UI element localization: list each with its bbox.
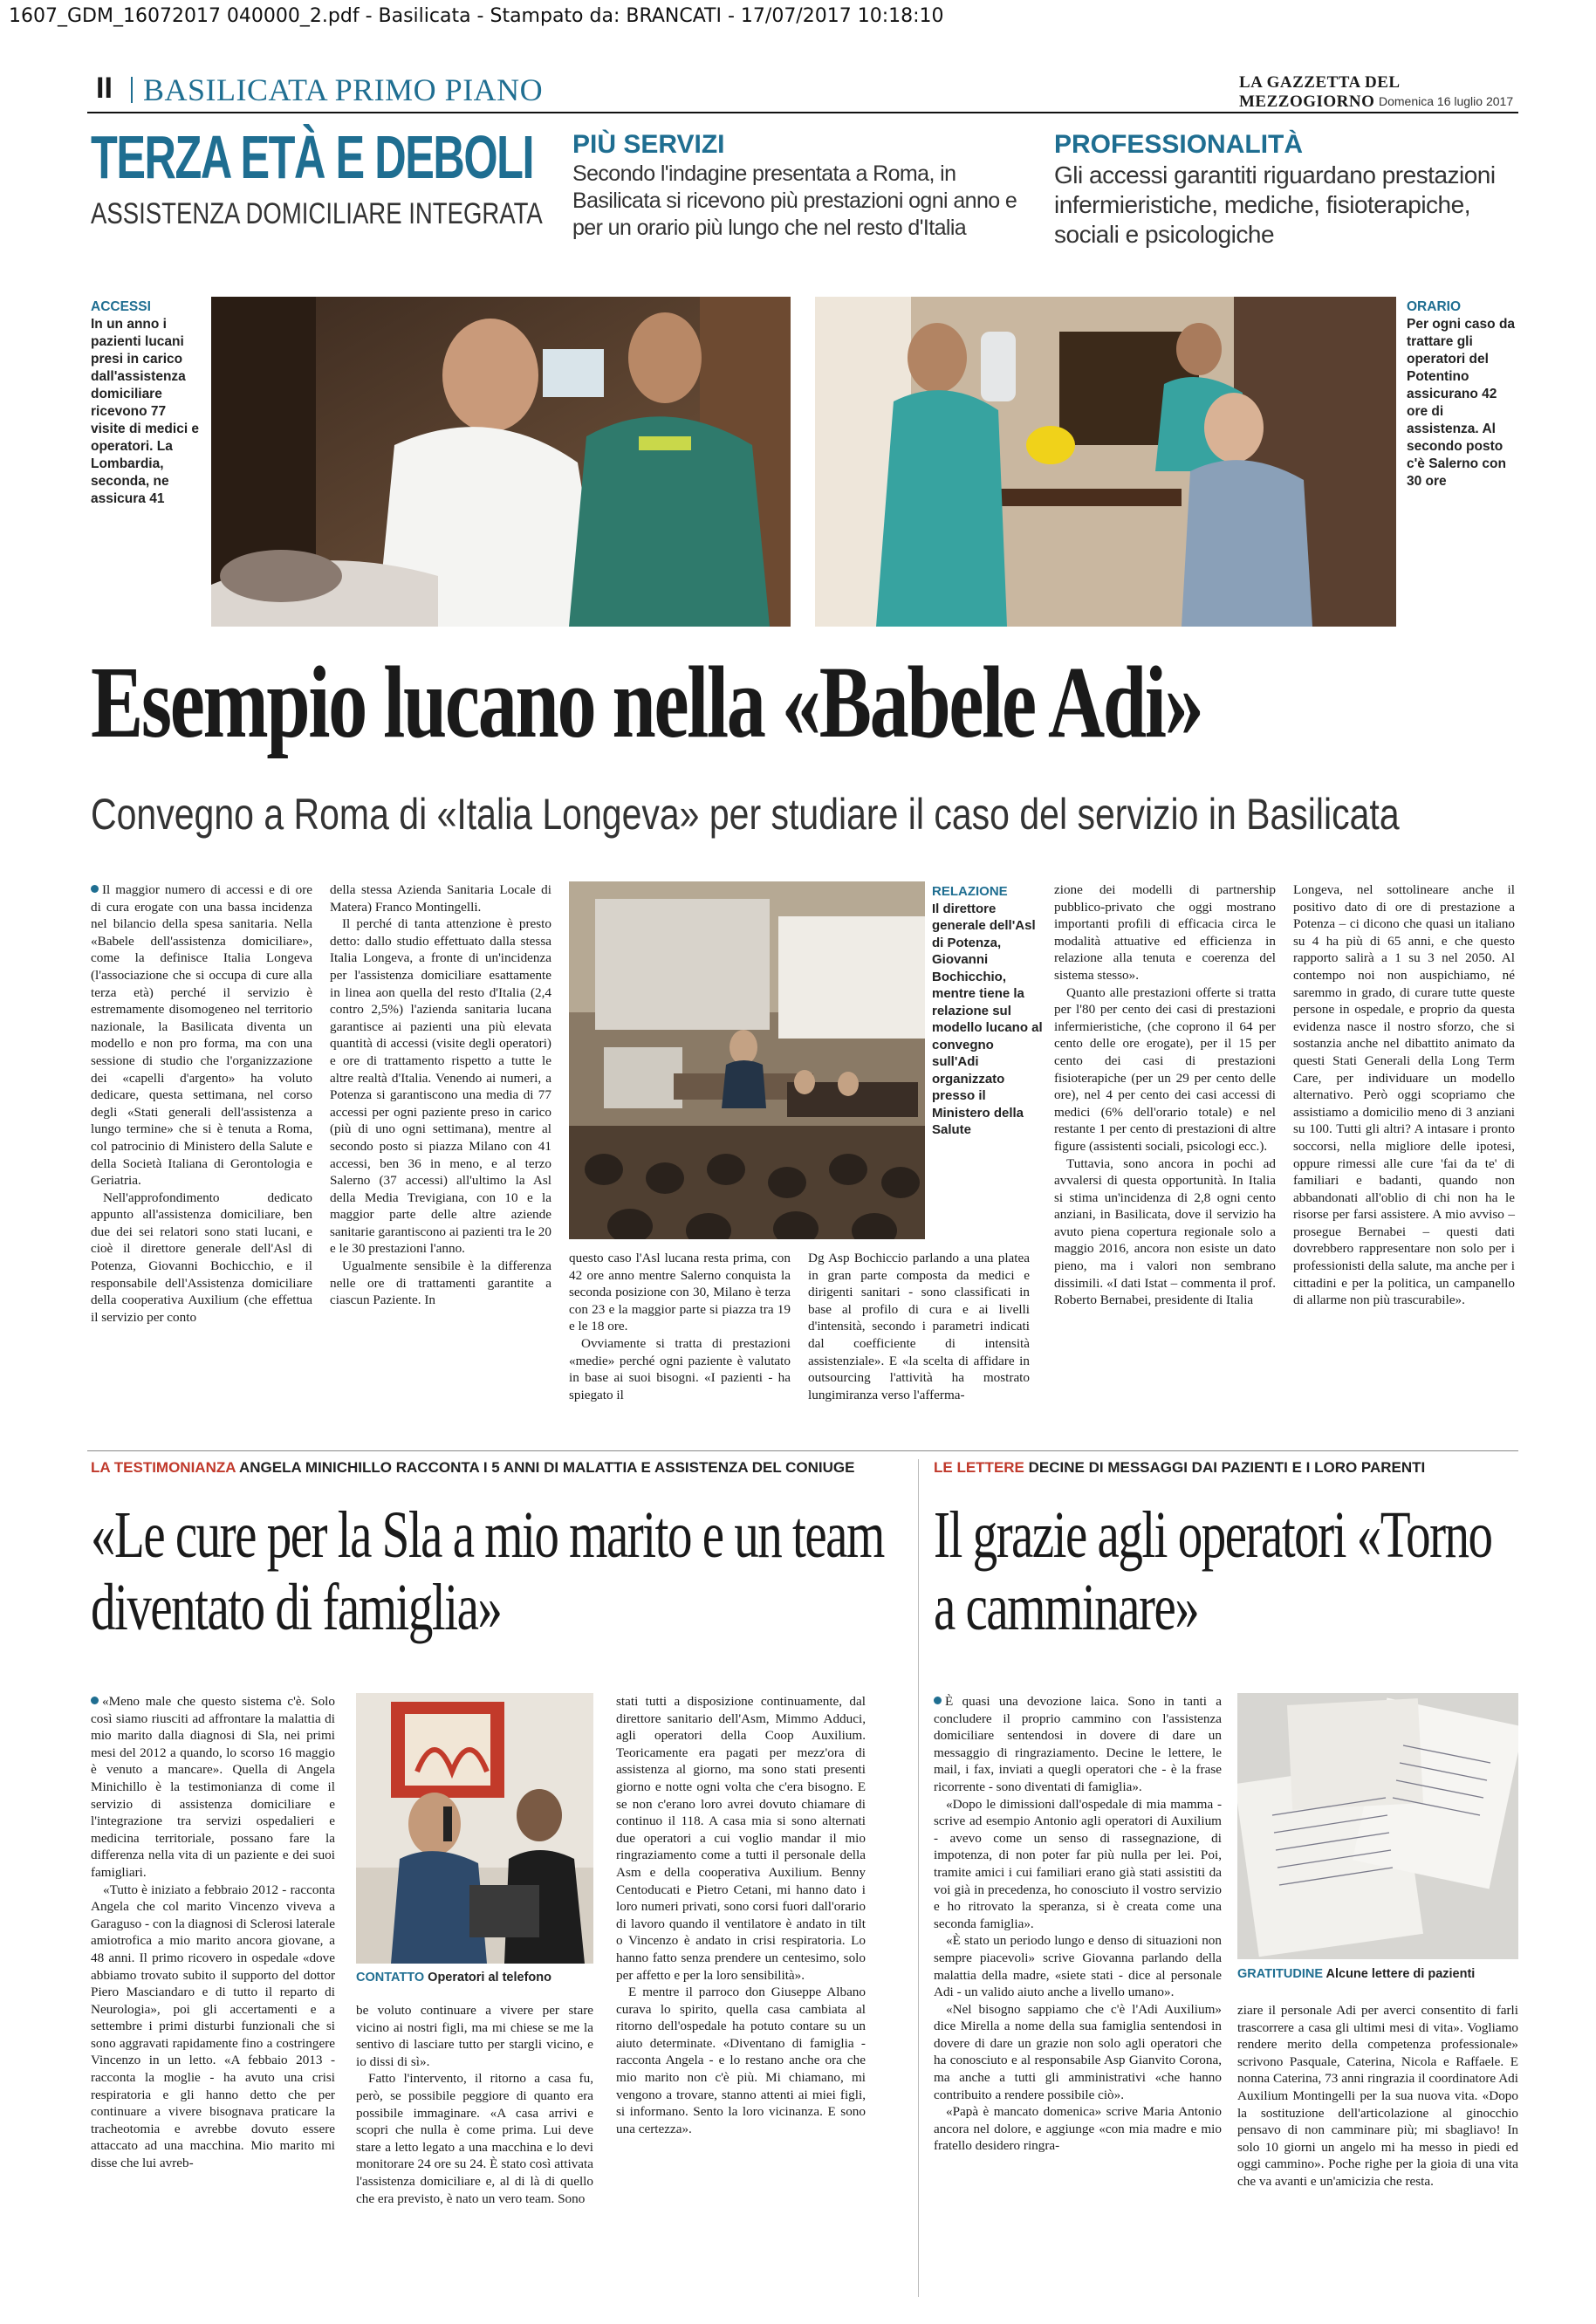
story-right-col-2 [1237, 2002, 1518, 2190]
masthead-newspaper: LA GAZZETTA DEL MEZZOGIORNO [1239, 73, 1400, 111]
story-left-col1-p1: «Meno male che questo sistema c'è. Solo così siamo riusciti ad affrontare la malattia di mio marito dalla diagnosi di Sla, nei primi mesi del 2012 a quando, lo scorso 16 maggio è venuto a mancare». Quella di Angela Minichillo è la testimonianza di come il servizio di assistenza domiciliare e l'integrazione tra servizi ospedalieri e medicina territoriale, possano fare la differenza nella vita di un paziente e dei suoi famigliari. [91, 1694, 335, 1880]
caption-relazione [932, 883, 1044, 1139]
story-right-col1-p5: «Papà è mancato domenica» scrive Maria Antonio ancora nel dolore, e aggiunge «con mia madre e mio fratello desidero ringra- [934, 2104, 1222, 2154]
story-right-col2-p1: ziare il personale Adi per averci consentito di farli trascorrere a casa gli ultimi mesi di vita». Vogliamo rendere merito della competenza professionale» scrivono Pasquale, Caterina, Nicola e Raffaele. E nonna Caterina, 73 anni ringrazia il coordinatore Adi Auxilium Montingelli per la sua nuova vita. «Dopo la sostituzione dell'articolazione al ginocchio pensavo di non camminare più; mi sbagliavo! In solo 10 giorni un angelo mi ha messo in piedi ed oggi cammino». Poche righe per la gioia di una vita che va avanti e un'amicizia che resta. [1237, 2003, 1518, 2189]
caption-gratitudine-label: GRATITUDINE [1237, 1967, 1324, 1981]
bullet-dot-icon [91, 1697, 99, 1704]
masthead-rule [87, 112, 1518, 113]
main-col-1 [91, 881, 312, 1326]
story-left-col2-p2: Fatto l'intervento, il ritorno a casa fu, però, se possibile peggiore di quanto era possibile immaginare. «A casa arrivi e scopri che nulla è come prima. Lui deve stare a letto legato a una macchina e lo devi monitorare 24 ore su 24. È stato così attivata l'assistenza domiciliare e, al di là di quello che era previsto, è nato un vero team. Sono [356, 2071, 593, 2206]
bullet-dot-icon [934, 1697, 942, 1704]
print-header-bar [0, 0, 1596, 35]
photo-doctor-visit [211, 297, 791, 627]
bullet-dot-icon [91, 885, 99, 893]
story-left-col-3 [616, 1693, 866, 2137]
stories-divider [918, 1459, 919, 2297]
main-col5-p1: zione dei modelli di partnership pubblico-privato che oggi mostrano importanti profili di efficacia circa le modalità attuative ed efficienza in relazione alla tenuta e coerenza del sistema stesso». [1054, 882, 1276, 983]
caption-gratitudine [1237, 1965, 1518, 1983]
kicker-middle-title: PIÙ SERVIZI [572, 130, 725, 159]
story-right-kicker-text: DECINE DI MESSAGGI DAI PAZIENTI E I LORO PARENTI [1028, 1459, 1426, 1476]
photo-operators-phone-image [356, 1693, 593, 1964]
story-right-headline: Il grazie agli operatori «Torno a camminare» [934, 1498, 1492, 1644]
main-col-2 [330, 881, 551, 1309]
story-left-kicker-text: ANGELA MINICHILLO RACCONTA I 5 ANNI DI MALATTIA E ASSISTENZA DEL CONIUGE [239, 1459, 855, 1476]
photo-letters [1237, 1693, 1518, 1959]
side-caption-orario [1407, 298, 1517, 490]
story-left-col3-p2: E mentre il parroco don Giuseppe Albano curava lo spirito, quella casa cambiata al ritorno dell'ospedale ha potuto contare su un aiuto determinate. «Diventano di famiglia - racconta Angela - e lo restano anche ora che mio marito non c'è più. Mi chiamano, mi vengono a trovare, stanno attenti ai miei figli, si informano. Sento la loro vicinanza. E sono una certezza». [616, 1985, 866, 2136]
story-right-kicker-label: LE LETTERE [934, 1459, 1024, 1476]
side-caption-orario-label: ORARIO [1407, 299, 1461, 314]
story-left-col3-p1: stati tutti a disposizione continuamente, dal direttore sanitario dell'Asm, Mimmo Adduci, agli operatori della Coop Auxilium. Teoricamente era pagati per mezz'ora di assistenza al giorno, ma sono stati presenti giorno e notte ogni volta che c'era bisogno. E se non c'erano loro avrei dovuto chiamare di continuo il 118. A casa mia si sono alternati due operatori a cui voglio mandar il mio ringraziamento come a tutti il personale della Asm e della cooperativa Auxilium. Benny Centoducati e Pietro Cetani, mi hanno dato i loro numeri privati, sono corsi fuori dall'orario di lavoro quando il ventilatore è andato in tilt o Vincenzo è andato in crisi respiratoria. Lo hanno fatto senza prendere un centesimo, solo per affetto e per la loro sensibilità». [616, 1694, 866, 1983]
masthead-section: BASILICATA PRIMO PIANO [143, 72, 544, 107]
story-right-kicker [934, 1459, 1527, 1477]
kicker-left [91, 122, 562, 253]
kicker-right [1054, 129, 1525, 250]
main-col2-p1: della stessa Azienda Sanitaria Locale di Matera) Franco Montingelli. [330, 882, 551, 915]
main-col-4 [808, 1250, 1030, 1403]
kicker-right-title: PROFESSIONALITÀ [1054, 130, 1304, 159]
main-col-3 [569, 1250, 791, 1403]
story-left-col-2 [356, 2002, 593, 2207]
main-col6-p1: Longeva, nel sottolineare anche il positivo dato di ore di prestazione a Potenza – ci dicono che quasi un italiano su 4 ha più di 65 anni, e che questo rapporto salirà a 1 su 3 nel 2050. Al contempo noi non auspichiamo, né saremmo in grado, di curare tutte queste persone in ospedale, e proprio da questa evidenza nasce il nostro sforzo, che si sostanzia anche nel dibattito animato da questi Stati Generali della Long Term Care, per individuare un modello alternativo. Però oggi scopriamo che assistiamo a domicilio meno di 3 anziani su 100. Tutti gli altri? A intasare i pronto soccorsi, nella migliore delle ipotesi, oppure rimessi alle cure 'fai da te' di familiari e badanti, quando non abbandonati all'oblio di chi non ha le risorse per farsi assistere. A mio avviso – prosegue Bernabei – questi dati dovrebbero rappresentare non solo per i professionisti della salute, ma anche per i cittadini e per la politica, un campanello di allarme non più trascurabile». [1293, 882, 1515, 1308]
main-col5-p2: Quanto alle prestazioni offerte si tratta per l'80 per cento dei casi di prestazioni infermieristiche, (che coprono il 64 per cento delle ore erogate), per il 15 per cento dei casi di prestazioni fisioterapiche (per un 29 per cento delle ore), nel 4 per cento dei casi accessi di medici (6% dell'orario totale) e nel restante 1 per cento di prestazioni di altre figure (assistenti sociali, psicologi ecc.). [1054, 984, 1276, 1154]
caption-contatto-label: CONTATTO [356, 1971, 425, 1985]
story-left-col2-p1: be voluto continuare a vivere per stare vicino ai nostri figli, ma mi chiese se me la sentivo di lasciare tutto per stargli vicino, e io dissi di sì». [356, 2003, 593, 2069]
main-col3-p2: Ovviamente si tratta di prestazioni «medie» perché ogni paziente è valutato in base ai suoi bisogni. «I pazienti - ha spiegato il [569, 1335, 791, 1402]
photo-infusion-image [815, 297, 1396, 627]
kicker-right-text: Gli accessi garantiti riguardano prestazioni infermieristiche, mediche, fisioterapiche, sociali e psicologiche [1054, 161, 1496, 248]
photo-operators-phone [356, 1693, 593, 1964]
main-col3-p1: questo caso l'Asl lucana resta prima, con 42 ore anno mentre Salerno conquista la seconda posizione con 30, Milano è terza con 23 e la maggior parte si piazza tra 19 e le 18 ore. [569, 1251, 791, 1334]
masthead-date: Domenica 16 luglio 2017 [1379, 94, 1514, 108]
story-right-col1-p3: «È stato un periodo lungo e denso di situazioni non sempre piacevoli» scrive Giovanna parlando della malattia della madre, «siete stati - dice al personale Adi - un valido aiuto anche a livello umano». [934, 1933, 1222, 2000]
masthead [87, 70, 1518, 110]
story-left-kicker-label: LA TESTIMONIANZA [91, 1459, 236, 1476]
kicker-left-title: TERZA ETÀ E DEBOLI [91, 123, 534, 191]
main-col-6 [1293, 881, 1515, 1309]
photo-doctor-visit-image [211, 297, 791, 627]
story-left-kicker [91, 1459, 876, 1477]
photo-conference-image [569, 881, 925, 1239]
side-caption-accessi-label: ACCESSI [91, 299, 151, 314]
caption-contatto-text: Operatori al telefono [428, 1971, 551, 1985]
main-col1-p1: Il maggior numero di accessi e di ore di cura erogate con una bassa incidenza nel bilancio della spesa sanitaria. Nella «Babele dell'assistenza domiciliare», come la definisce Italia Longeva (l'associazione che si occupa di cure alla terza età) perché il servizio è estremamente disomogeneo nel territorio nazionale, la Basilicata diventa un modello e non pro forma, ma con una sessione di studio che l'organizzazione dei «capelli d'argento» ha voluto dedicare, questa settimana, nel corso degli «Stati generali dell'assistenza a lungo termine» che si è tenuta a Roma, col patrocinio di Ministero della Salute e della Società Italiana di Gerontologia e Geriatria. [91, 882, 312, 1189]
section-separator [87, 1450, 1518, 1451]
story-right-col1-p2: «Dopo le dimissioni dall'ospedale di mia mamma - scrive ad esempio Antonio agli operatori di Auxilium - avevo come un senso di rassegnazione, di impotenza, di non poter far più nulla per lei. Poi, tramite amici i cui familiari erano già stati assistiti da voi già in precedenza, ho conosciuto il vostro servizio e ho ritrovato la speranza, si è creata come una seconda famiglia». [934, 1796, 1222, 1931]
caption-relazione-label: RELAZIONE [932, 884, 1008, 899]
main-headline: Esempio lucano nella «Babele Adi» [91, 645, 1202, 759]
main-col-5 [1054, 881, 1276, 1309]
caption-relazione-text: Il direttore generale dell'Asl di Potenza, Giovanni Bochicchio, mentre tiene la relazione sul modello lucano al convegno sull'Adi organizzato presso il Ministero della Salute [932, 901, 1043, 1137]
photo-infusion [815, 297, 1396, 627]
story-left-col-1 [91, 1693, 335, 2172]
print-header-text: 1607_GDM_16072017 040000_2.pdf - Basilicata - Stampato da: BRANCATI - 17/07/2017 10:18:10 [9, 5, 944, 27]
main-col2-p2: Il perché di tanta attenzione è presto detto: dallo studio effettuato dalla stessa Italia Longeva, a fronte di un'incidenza per l'assistenza domiciliare esattamente in linea aon quella del resto d'Italia (2,4 contro 2,5%) l'azienda sanitaria lucana garantisce ai pazienti una più elevata quantità di accessi (visite degli operatori) e ore di trattamento rispetto a tutte le altre realtà d'Italia. Venendo ai numeri, a Potenza si garantiscono una media di 77 accessi per ogni paziente preso in carico (più di uno ogni settimana), mentre al secondo posto si piazza Milano con 41 accessi, ben 36 in meno, e al terzo Salerno (37 accessi) all'ultimo la Asl della Media Trevigiana, con 10 e la maggior parte delle altre aziende sanitarie garantiscono ai pazienti tra le 20 e le 30 prestazioni l'anno. [330, 916, 551, 1257]
main-col2-p3: Ugualmente sensibile è la differenza nelle ore di trattamenti garantite a ciascun Paziente. In [330, 1258, 551, 1308]
side-caption-accessi [91, 298, 202, 508]
photo-conference [569, 881, 925, 1239]
main-col1-p2: Nell'approfondimento dedicato appunto all'assistenza domiciliare, ben due dei sei relatori sono stati lucani, e cioè il direttore generale dell'Asl di Potenza, Giovanni Bochicchio, e il responsabile dell'Assistenza domiciliare della cooperativa Auxilium (che effettua il servizio per conto [91, 1189, 312, 1325]
masthead-page-number: II [96, 72, 113, 105]
kicker-left-subtitle: ASSISTENZA DOMICILIARE INTEGRATA [91, 197, 543, 230]
main-col4-p1: Dg Asp Bochiccio parlando a una platea in gran parte composta da medici e dirigenti sanitari - sono classificati in base al profilo di cura e ai livelli d'intensità, secondo i parametri indicati dal coefficiente di intensità assistenziale». E «la scelta di affidare in outsourcing l'attività ha mostrato lungimiranza verso l'afferma- [808, 1251, 1030, 1402]
caption-gratitudine-text: Alcune lettere di pazienti [1325, 1967, 1476, 1981]
side-caption-accessi-text: In un anno i pazienti lucani presi in carico dall'assistenza domiciliare ricevono 77 visite di medici e operatori. La Lombardia, seconda, ne assicura 41 [91, 317, 200, 506]
masthead-divider [131, 77, 133, 103]
story-right-col1-p4: «Nel bisogno sappiamo che c'è l'Adi Auxilium» dice Mirella a nome della sua famiglia sentendosi in dovere di dare un grazie non solo agli operatori che ha conosciuto e al responsabile Asp Gianvito Corona, ma anche a tutti gli amministrativi «che hanno contribuito a rendere possibile ciò». [934, 2001, 1222, 2102]
story-left-col1-p2: «Tutto è iniziato a febbraio 2012 - racconta Angela che col marito Vincenzo viveva a Garaguso - con la diagnosi di Sclerosi laterale amiotrofica a mio marito ancora giovane, a 48 anni. Il primo ricovero in ospedale «dove abbiamo trovato subito il supporto del dottor Piero Masciandaro e di tutto il reparto di Neurologia», poi gli accertamenti e a settembre i primi disturbi funzionali che si sono aggravati rapidamente fino a costringere Vincenzo in un letto. «A febbaio 2013 - racconta la moglie - ha avuto una crisi respiratoria e gli hanno detto che per continuare a vivere bisognava praticare la tracheotomia e avrebbe dovuto essere attaccato ad una macchina. Mio marito mi disse che lui avreb- [91, 1882, 335, 2171]
main-deck: Convegno a Roma di «Italia Longeva» per studiare il caso del servizio in Basilicata [91, 790, 1400, 839]
kicker-middle [572, 129, 1044, 242]
caption-contatto [356, 1969, 593, 1986]
story-right-col1-p1: È quasi una devozione laica. Sono in tanti a concludere il proprio cammino con l'assistenza domiciliare sentendosi in dovere di dare un messaggio di ringraziamento. Decine le lettere, le mail, i fax, inviati a quegli operatori che - è la frase ricorrente - sono diventati di famiglia». [934, 1694, 1222, 1794]
main-col5-p3: Tuttavia, sono ancora in pochi ad avvalersi di questa opportunità. In Italia si stima un'incidenza di 2,8 ogni cento anziani, in Basilicata, dove il servizio ha avuto piena copertura regionale solo a maggio 2016, ancora non esiste un dato pieno, ma i valori non sembrano dissimili. «I dati Istat – commenta il prof. Roberto Bernabei, presidente di Italia [1054, 1155, 1276, 1308]
story-left-headline: «Le cure per la Sla a mio marito e un team diventato di famiglia» [91, 1498, 884, 1644]
story-right-col-1 [934, 1693, 1222, 2155]
kicker-middle-text: Secondo l'indagine presentata a Roma, in Basilicata si ricevono più prestazioni ogni anno e per un orario più lungo che nel resto d'Italia [572, 161, 1017, 240]
photo-letters-image [1237, 1693, 1518, 1959]
side-caption-orario-text: Per ogni caso da trattare gli operatori del Potentino assicurano 42 ore di assistenza. Al secondo posto c'è Salerno con 30 ore [1407, 317, 1516, 489]
